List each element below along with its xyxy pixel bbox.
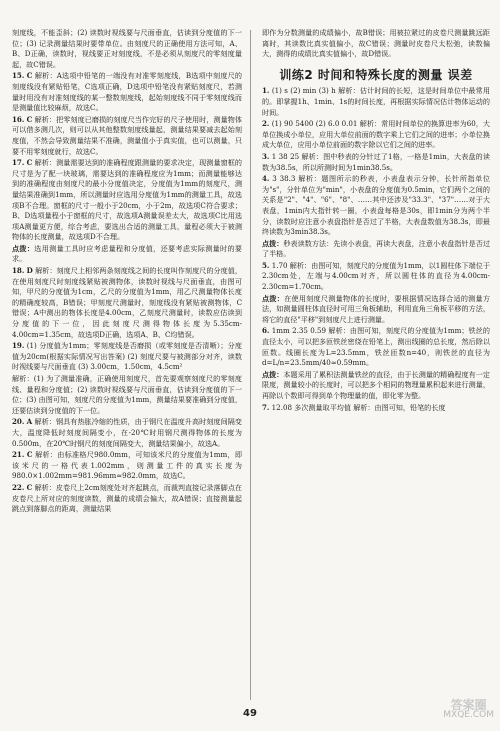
item-answer: C xyxy=(26,158,33,168)
answer-item xyxy=(262,28,490,60)
watermark-logo xyxy=(443,700,494,720)
item-text: (1) 分度值为1mm；零刻度线是否磨损（或零刻度是否清晰）；分度值为20cm(根据实际情况写出答案) (2) 刻度尺要与被测部分对齐，读数时视线要与尺面垂直 (3) 3.00cm，1.50cm，4.5cm² xyxy=(12,341,242,372)
item-answer: C xyxy=(26,71,33,81)
item-answer: C xyxy=(26,114,33,124)
answer-item xyxy=(262,370,490,402)
item-text: 解析：刻度尺上相邻两条刻度线之间的长度叫作刻度尺的分度值，在使用刻度尺时刻度线紧贴被测物体，读数时视线与尺面垂直，由图可知，甲尺的分度值为1cm，乙尺的分度值为1mm，用乙尺测量物体长度的精确度较高，B错误；甲刻度尺测量时，刻度线没有紧贴被测物体，C错误；A中测出的物体长度是4.00cm，乙刻度尺测量时，读数应估读到分度值的下一位，因此刻度尺测得物体长度为5.35cm-4.00cm=1.35cm，故选项D正确，选项A、B、C均错误。 xyxy=(12,266,242,339)
answer-item xyxy=(262,261,490,293)
item-number: 18. xyxy=(12,266,25,276)
answer-item xyxy=(12,266,242,340)
item-text: 3 38.3 解析：题图所示的秒表，小表盘表示分钟，长针所指单位为"s"，分针单位为"min"，小表盘的分度值为0.5min，它们两个之间的关系是"2"、"4"、"6"、"8"、……其中还涉及"33.3"、"37"……对于大表盘，1min内大指针转一圈，小表盘每格是30s，即1min分为两个半分，读数时应注意小表盘指针是否过了半格，大表盘数值为38.3s，即最终读数为3min38.3s。 xyxy=(262,174,490,237)
answer-item xyxy=(12,71,242,113)
answer-item xyxy=(262,86,490,118)
item-number: 19. xyxy=(12,341,25,351)
item-text: 解析：由标准格尺980.0mm，可知该米尺的分度值为1mm，即该米尺的一格代表1.002mm，则测量工件的真实长度为980.0×1.002mm=981.96mm≈982.0mm，故选C。 xyxy=(12,450,242,481)
note-label: 点拨： xyxy=(262,293,285,303)
item-text: 在使用刻度尺测量物体的长度时，要根据情况选择合适的测量方法，如测量圆柱体直径时可用三角板辅助，利用直角三角板平移的方法，将它的直径"平移"到刻度尺上进行测量。 xyxy=(262,293,491,324)
item-answer: C xyxy=(26,482,33,492)
item-text: 即作为分数测量的成绩偏小，故B错误；用被拉紧过的皮卷尺测量跳远距离时，其读数比真实值偏小，故C错误；测量时皮卷尺太松弛，读数偏大，测得的成绩比真实值偏小，故D错误。 xyxy=(262,28,490,59)
item-number: 21. xyxy=(12,450,25,460)
note-label: 点拨： xyxy=(262,369,284,379)
answer-item xyxy=(12,483,242,515)
column-divider xyxy=(250,30,251,700)
item-text: 解析：A选项中铅笔的一端没有对准零刻度线，B选项中刻度尺的刻度线没有紧贴铅笔，C选项正确，D选项中铅笔没有紧贴刻度尺，若测量时用没有对准刻度线的某一整数刻度线，起始刻度线不同于零刻度线而是测量值比较麻烦，故选C。 xyxy=(12,71,242,113)
item-answer: C xyxy=(26,450,33,460)
item-number: 20. xyxy=(12,417,25,427)
item-number: 17. xyxy=(12,158,25,168)
item-answer: D xyxy=(26,266,33,276)
note-label: 点拨： xyxy=(12,243,35,253)
right-column xyxy=(262,28,490,414)
item-number: 4. xyxy=(262,174,270,184)
item-text: 选用测量工具时应考虑量程和分度值，还要考虑实际测量时的要求。 xyxy=(12,243,243,264)
item-text: 解析：把零刻度已磨损的刻度尺当作完好的尺子使用时，测量物体可以借多测几次，则可以从其他整数刻度线量起，测量结果要减去起始刻度值，不然会导致测量结果不准确，测量值小于真实值，也可以测量，只要不用零刻度就行，故选C。 xyxy=(12,114,243,156)
answer-item xyxy=(262,174,490,238)
item-text: 1.70 解析：由图可知，刻度尺的分度值为1mm，以1圆柱体下端位于2.30cm处，左端与4.00cm对齐，所以圆柱体的直径为4.00cm-2.30cm=1.70cm。 xyxy=(262,260,490,292)
item-text: 解析：测量需要达到的准确程度跟测量的要求决定，现测量窗框的尺寸是为了配一块玻璃，需要达到的准确程度应为1mm；而测量能够达到的准确程度由刻度尺的最小分度值决定，分度值为1mm的刻度尺，测量结果准确到1mm，所以测量时应选用分度值为1mm的测量工具，故选项B不合理。窗框的尺寸一般小于20cm，小于2m，故选项C符合要求；B、D选项量程小于窗框的尺寸，故选项A测量误差太大，故选项C比用选项A测量更方便，综合考虑，要选出合适的测量工具，量程必须大于被测物体的长度测量，故选项D不合理。 xyxy=(12,158,243,242)
answer-item xyxy=(12,341,242,373)
item-number: 15. xyxy=(12,71,25,81)
answer-item xyxy=(262,403,490,414)
item-text: 12.08 多次测量取平均值 解析：由图可知，铅笔的长度 xyxy=(271,402,446,412)
item-text: 解析：钢具有热胀冷缩的性质，由于钢尺在温度升高时刻度间隔变大，温度降低时刻度间隔变小，在-20℃时用钢尺测得物体的长度为0.500m，在20℃时钢尺的刻度间隔变大，测量结果偏小，故选A。 xyxy=(12,417,242,448)
answer-item xyxy=(262,239,490,260)
item-text: (1) 90 5400 (2) 6.0 0.01 解析：常用时间单位的换算进率为60，大单位换成小单位，应用大单位前面的数字乘上它们之间的进率；小单位换成大单位，应用小单位前面的数字除以它们之间的进率。 xyxy=(262,119,490,150)
item-text: (1) s (2) min (3) h 解析：估计时间的长短，这是时间单位中最常用的。即掌握1h、1min、1s的时间长度，再根据实际情况估计物体运动的时间。 xyxy=(262,86,490,117)
answer-item xyxy=(262,326,490,368)
item-text: 秒表读数方法：先读小表盘，再读大表盘，注意小表盘指针是否过了半格。 xyxy=(262,238,491,259)
section-title: 训练2 时间和特殊长度的测量 误差 xyxy=(279,67,473,82)
item-number: 16. xyxy=(12,114,25,124)
left-column xyxy=(12,28,242,516)
item-number: 3. xyxy=(262,151,270,161)
watermark-line1: 答案圈 xyxy=(450,698,487,712)
item-number: 22. xyxy=(12,482,25,492)
watermark-line2: MXQE.COM xyxy=(443,710,494,720)
item-text: 1 38 25 解析：图中秒表的分针过了1格，一格是1min，大表盘的读数为38.5s，所以所测时间为1min38.5s。 xyxy=(262,151,490,172)
answer-item xyxy=(12,115,242,157)
item-text: 本题采用了累积法测量铁丝的直径，由于长测量的精确程度有一定限度，测量较小的长度时，可以把多个相同的物理量累积起来进行测量，再除以个数即可得到单个物理量的值，即化零为整。 xyxy=(262,369,491,400)
item-number: 6. xyxy=(262,326,270,336)
item-text: 刻度线，不能歪斜；(2) 读数时视线要与尺面垂直，估读到分度值的下一位；(3) 记录测量结果时要带单位。由刻度尺的正确使用方法可知，A、B、D正确，读数时，视线要正对刻度线，不是必须从刻度尺的零刻度量起，故C错误。 xyxy=(12,28,242,69)
answer-item xyxy=(262,294,490,326)
answer-item xyxy=(12,158,242,243)
answer-item xyxy=(12,244,242,265)
answer-item xyxy=(12,417,242,449)
item-number: 7. xyxy=(262,402,270,412)
answer-item xyxy=(262,152,490,173)
item-text: 解析：(1) 为了测量准确，正确使用刻度尺，首先要观察刻度尺的零刻度线、量程和分度值；(2) 读数时视线要与尺面垂直，估读到分度值的下一位；(3) 由图可知，刻度尺的分度值为1mm，测量结果要准确到分度值，还要估读到分度值的下一位。 xyxy=(12,374,242,415)
item-text: 解析：皮卷尺上2cm刻度处对齐起跳点，而裁判直接记录落脚点在皮卷尺上所对应的刻度读数，测量的成绩会偏大，故A错误；直接测量起跳点到落脚点的距离，测量结果 xyxy=(12,482,242,514)
note-label: 点拨： xyxy=(262,238,284,248)
item-text: 1mm 2.35 0.59 解析：由图可知，刻度尺的分度值为1mm；铁丝的直径太小，可以把多匝铁丝密绕在铅笔上，测出线圈的总长度，然后除以匝数。线圈长度为L=23.5mm，铁丝匝数n=40，则铁丝的直径为d=L/n=23.5mm/40≈0.59mm。 xyxy=(262,326,490,368)
item-answer: A xyxy=(26,417,33,427)
item-number: 1. xyxy=(262,86,270,96)
answer-item xyxy=(12,450,242,482)
answer-item xyxy=(12,28,242,70)
answer-item xyxy=(12,374,242,416)
page-number: 49 xyxy=(243,708,257,719)
item-number: 2. xyxy=(262,119,270,129)
answer-item xyxy=(262,119,490,151)
item-number: 5. xyxy=(262,260,270,270)
